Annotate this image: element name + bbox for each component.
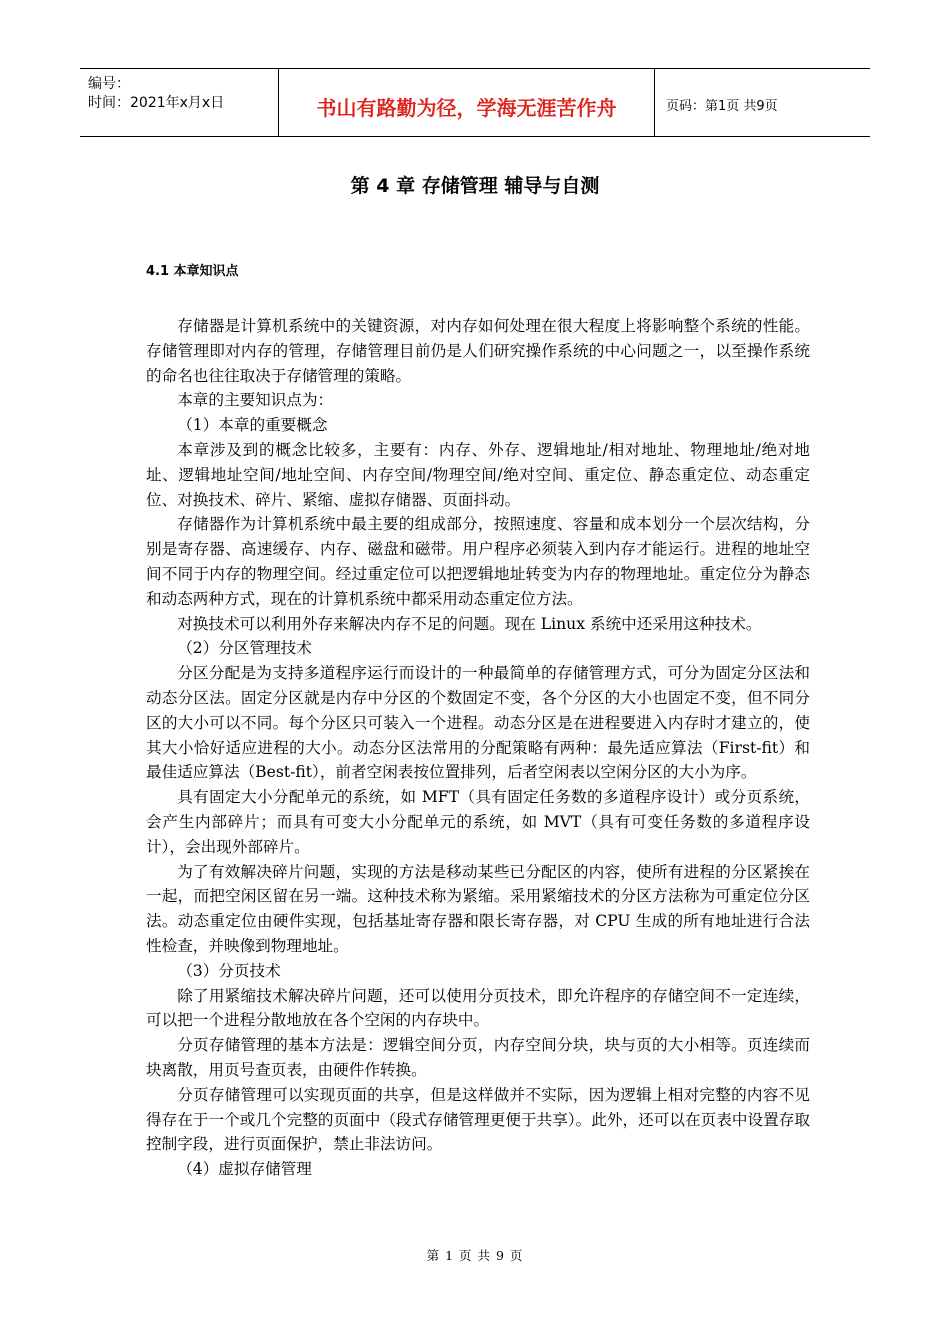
paragraph: 分页存储管理的基本方法是：逻辑空间分页，内存空间分块，块与页的大小相等。页连续而块离散，用页号查页表，由硬件作转换。 xyxy=(146,1036,810,1079)
paragraph: 为了有效解决碎片问题，实现的方法是移动某些已分配区的内容，使所有进程的分区紧挨在一起，而把空闲区留在另一端。这种技术称为紧缩。采用紧缩技术的分区方法称为可重定位分区法。动态重定位由硬件实现，包括基址寄存器和限长寄存器，对 CPU 生成的所有地址进行合法性检查，并映像到物理地址。 xyxy=(146,862,810,955)
subheading: （1）本章的重要概念 xyxy=(177,416,328,435)
paragraph: 具有固定大小分配单元的系统，如 MFT（具有固定任务数的多道程序设计）或分页系统，会产生内部碎片；而具有可变大小分配单元的系统，如 MVT（具有可变任务数的多道程序设计），会出现外部碎片。 xyxy=(146,788,810,856)
paragraph: 本章的主要知识点为： xyxy=(177,391,334,410)
body-text xyxy=(146,314,810,1182)
document-time-label: 时间：2021年x月x日 xyxy=(88,95,225,111)
paragraph: 分区分配是为支持多道程序运行而设计的一种最简单的存储管理方式，可分为固定分区法和动态分区法。固定分区就是内存中分区的个数固定不变，各个分区的大小也固定不变，但不同分区的大小可以不同。每个分区只可装入一个进程。动态分区是在进程要进入内存时才建立的，使其大小恰好适应进程的大小。动态分区法常用的分配策略有两种：最先适应算法（First-fit）和最佳适应算法（Best-fit），前者空闲表按位置排列，后者空闲表以空闲分区的大小为序。 xyxy=(146,664,810,782)
subheading: （4）虚拟存储管理 xyxy=(177,1160,312,1179)
header-page-info: 页码：第1页 共9页 xyxy=(666,99,778,114)
paragraph: 分页存储管理可以实现页面的共享，但是这样做并不实际，因为逻辑上相对完整的内容不见得存在于一个或几个完整的页面中（段式存储管理更便于共享）。此外，还可以在页表中设置存取控制字段，进行页面保护，禁止非法访问。 xyxy=(146,1085,810,1154)
paragraph: 对换技术可以利用外存来解决内存不足的问题。现在 Linux 系统中还采用这种技术。 xyxy=(177,614,762,633)
section-heading: 4.1 本章知识点 xyxy=(146,264,239,279)
header-motto: 书山有路勤为径，学海无涯苦作舟 xyxy=(316,96,617,120)
chapter-title: 第 4 章 存储管理 辅导与自测 xyxy=(350,175,600,197)
document-number-label: 编号： xyxy=(88,76,130,92)
header-meta xyxy=(88,75,224,113)
page-header xyxy=(80,68,870,137)
header-divider xyxy=(654,69,655,136)
paragraph: 存储器作为计算机系统中最主要的组成部分，按照速度、容量和成本划分一个层次结构，分别是寄存器、高速缓存、内存、磁盘和磁带。用户程序必须装入到内存才能运行。进程的地址空间不同于内存的物理空间。经过重定位可以把逻辑地址转变为内存的物理地址。重定位分为静态和动态两种方式，现在的计算机系统中都采用动态重定位方法。 xyxy=(146,515,810,608)
paragraph: 除了用紧缩技术解决碎片问题，还可以使用分页技术，即允许程序的存储空间不一定连续，可以把一个进程分散地放在各个空闲的内存块中。 xyxy=(146,986,810,1030)
subheading: （3）分页技术 xyxy=(177,961,281,980)
paragraph: 存储器是计算机系统中的关键资源，对内存如何处理在很大程度上将影响整个系统的性能。存储管理即对内存的管理，存储管理目前仍是人们研究操作系统的中心问题之一，以至操作系统的命名也往往取决于存储管理的策略。 xyxy=(146,317,810,385)
subheading: （2）分区管理技术 xyxy=(177,639,312,658)
page-footer: 第 1 页 共 9 页 xyxy=(426,1248,524,1263)
paragraph: 本章涉及到的概念比较多，主要有：内存、外存、逻辑地址/相对地址、物理地址/绝对地址、逻辑地址空间/地址空间、内存空间/物理空间/绝对空间、重定位、静态重定位、动态重定位、对换技术、碎片、紧缩、虚拟存储器、页面抖动。 xyxy=(146,440,810,509)
